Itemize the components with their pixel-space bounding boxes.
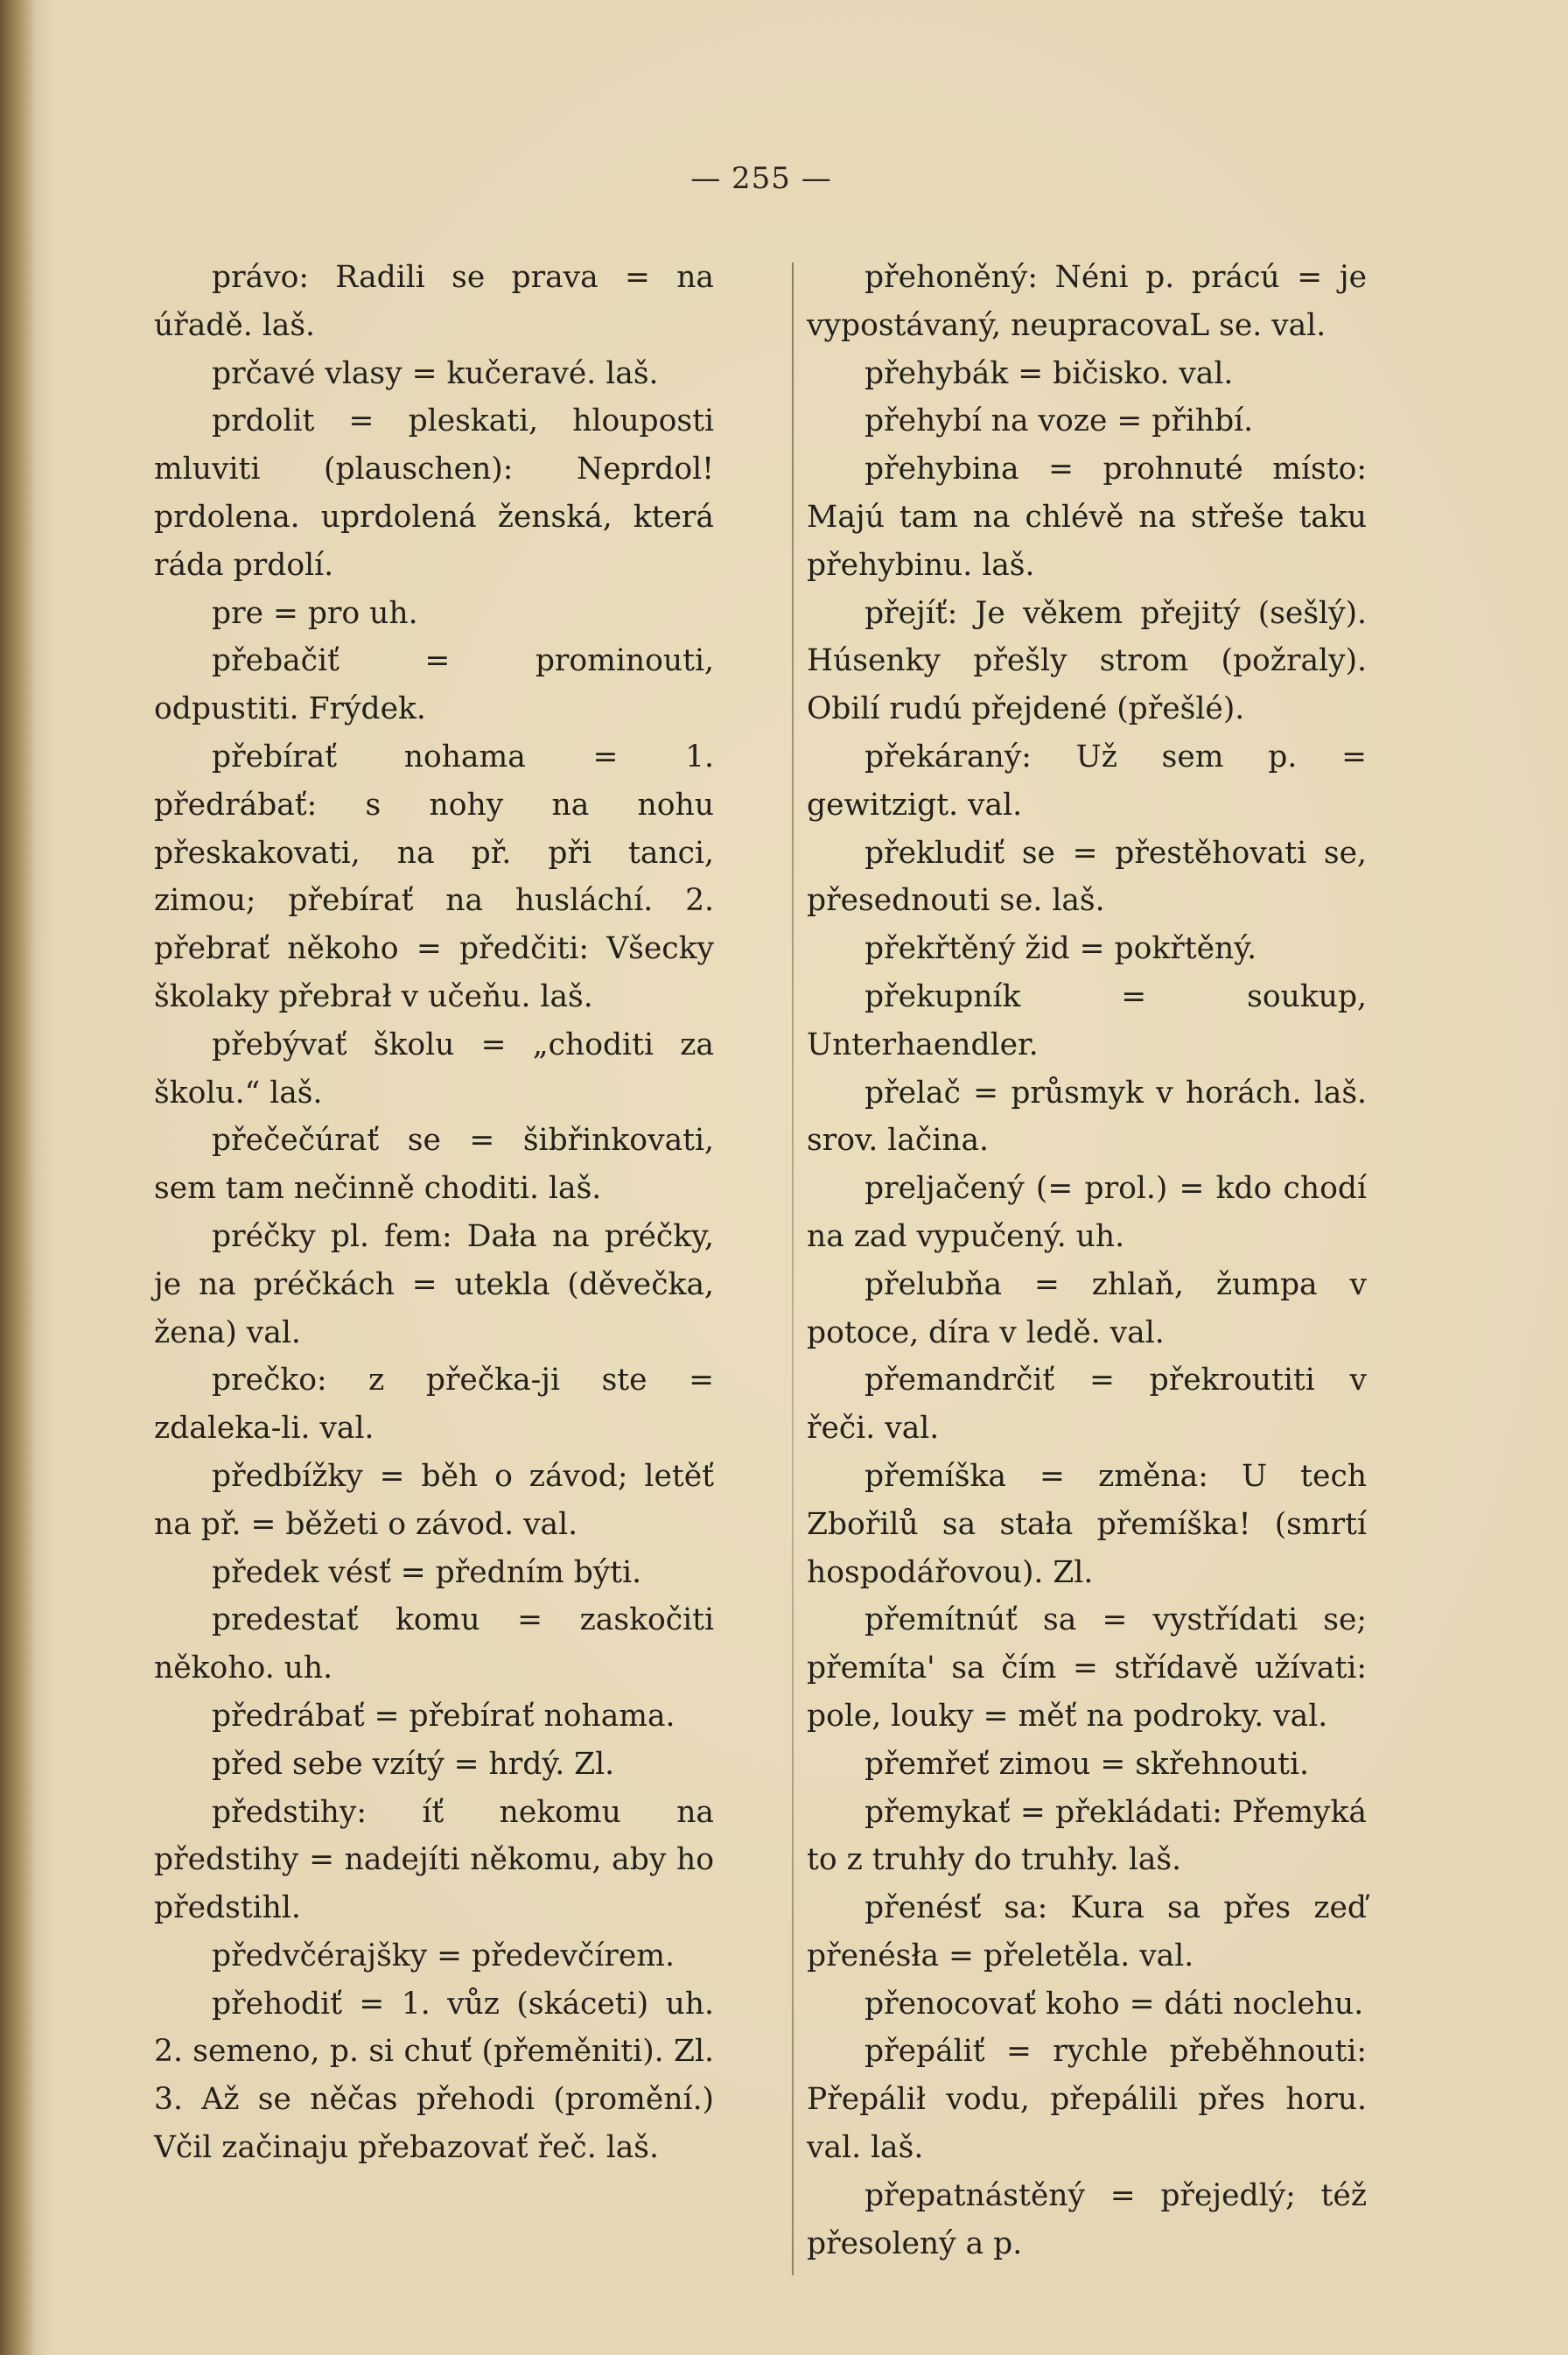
dictionary-entry: přebačiť = prominouti, odpustiti. Frýdek.: [154, 643, 714, 727]
dictionary-entry: přehybina = prohnuté místo: Majú tam na chlévě na střeše taku přehybinu. laš.: [807, 452, 1367, 583]
dictionary-entry: přebírať nohama = 1. předrábať: s nohy na nohu přeskakovati, na př. při tanci, zimou; přebírať na husláchí. 2. přebrať někoho = předčiti: Všecky školaky přebrał v učeňu. laš.: [154, 739, 714, 1014]
left-column: [154, 254, 714, 2172]
dictionary-entry: předvčérajšky = předevčírem.: [212, 1938, 675, 1973]
dictionary-entry: přehodiť = 1. vůz (skáceti) uh. 2. semeno, p. si chuť (přeměniti). Zl. 3. Až se něčas přehodi (promění.) Včil začinaju přebazovať řeč. laš.: [154, 1986, 714, 2166]
dictionary-entry: přenésť sa: Kura sa přes zeď přenésła = přeletěla. val.: [807, 1890, 1367, 1973]
dictionary-entry: prčavé vlasy = kučeravé. laš.: [212, 355, 659, 391]
dictionary-entry: přehybí na voze = přihbí.: [864, 403, 1254, 439]
dictionary-entry: právo: Radili se prava = na úřadě. laš.: [154, 260, 714, 343]
dictionary-entry: překáraný: Už sem p. = gewitzigt. val.: [807, 739, 1367, 823]
dictionary-entry: přelubňa = zhlaň, žumpa v potoce, díra v ledě. val.: [807, 1266, 1367, 1350]
right-column: [807, 254, 1367, 2267]
dictionary-entry: předstihy: íť nekomu na předstihy = nadejíti někomu, aby ho předstihl.: [154, 1794, 714, 1926]
dictionary-entry: prečko: z přečka-ji ste = zdaleka-li. val.: [154, 1363, 714, 1447]
dictionary-entry: preljačený (= prol.) = kdo chodí na zad vypučený. uh.: [807, 1171, 1367, 1254]
dictionary-entry: před sebe vzítý = hrdý. Zl.: [212, 1746, 615, 1782]
dictionary-entry: přepáliť = rychle přeběhnouti: Přepálił vodu, přepálili přes horu. val. laš.: [807, 2034, 1367, 2166]
dictionary-entry: přepatnástěný = přejedlý; též přesolený a p.: [807, 2177, 1367, 2261]
dictionary-entry: překupník = soukup, Unterhaendler.: [807, 978, 1367, 1062]
dictionary-entry: předek vésť = předním býti.: [212, 1554, 642, 1590]
column-divider: [792, 263, 794, 2275]
dictionary-entry: přehoněný: Néni p. prácú = je vypostávaný, neupracovaL se. val.: [807, 260, 1367, 343]
dictionary-entry: predestať komu = zaskočiti někoho. uh.: [154, 1602, 714, 1686]
dictionary-entry: překřtěný žid = pokřtěný.: [864, 931, 1257, 967]
dictionary-entry: přelač = průsmyk v horách. laš. srov. lačina.: [807, 1075, 1367, 1159]
dictionary-entry: předbížky = běh o závod; letěť na př. = běžeti o závod. val.: [154, 1458, 714, 1542]
dictionary-entry: přebývať školu = „choditi za školu.“ laš.: [154, 1027, 714, 1111]
dictionary-entry: préčky pl. fem: Dała na préčky, je na préčkách = utekla (děvečka, žena) val.: [154, 1218, 714, 1350]
binding-gutter: [0, 0, 35, 2355]
dictionary-entry: prdolit = pleskati, hlouposti mluviti (plauschen): Neprdol! prdolena. uprdolená ženská, která ráda prdolí.: [154, 403, 714, 583]
dictionary-entry: přemykať = překládati: Přemyká to z truhły do truhły. laš.: [807, 1794, 1367, 1878]
dictionary-entry: překludiť se = přestěhovati se, přesednouti se. laš.: [807, 835, 1367, 919]
dictionary-entry: předrábať = přebírať nohama.: [212, 1698, 676, 1734]
dictionary-entry: přemíška = změna: U tech Zbořilů sa stała přemíška! (smrtí hospodářovou). Zl.: [807, 1458, 1367, 1590]
dictionary-entry: přemandrčiť = překroutiti v řeči. val.: [807, 1363, 1367, 1447]
dictionary-entry: přečečúrať se = šibřinkovati, sem tam nečinně choditi. laš.: [154, 1123, 714, 1207]
dictionary-entry: přehybák = bičisko. val.: [864, 355, 1234, 391]
dictionary-entry: přejíť: Je věkem přejitý (sešlý). Húsenky přešly strom (požraly). Obilí rudú přejdené (přešlé).: [807, 595, 1367, 727]
dictionary-entry: přemítnúť sa = vystřídati se; přemíta' sa čím = střídavě užívati: pole, louky = měť na podroky. val.: [807, 1602, 1367, 1734]
dictionary-entry: pre = pro uh.: [212, 595, 418, 631]
dictionary-entry: přemřeť zimou = skřehnouti.: [864, 1746, 1310, 1782]
page-number: — 255 —: [690, 161, 832, 196]
dictionary-entry: přenocovať koho = dáti noclehu.: [864, 1986, 1364, 2022]
